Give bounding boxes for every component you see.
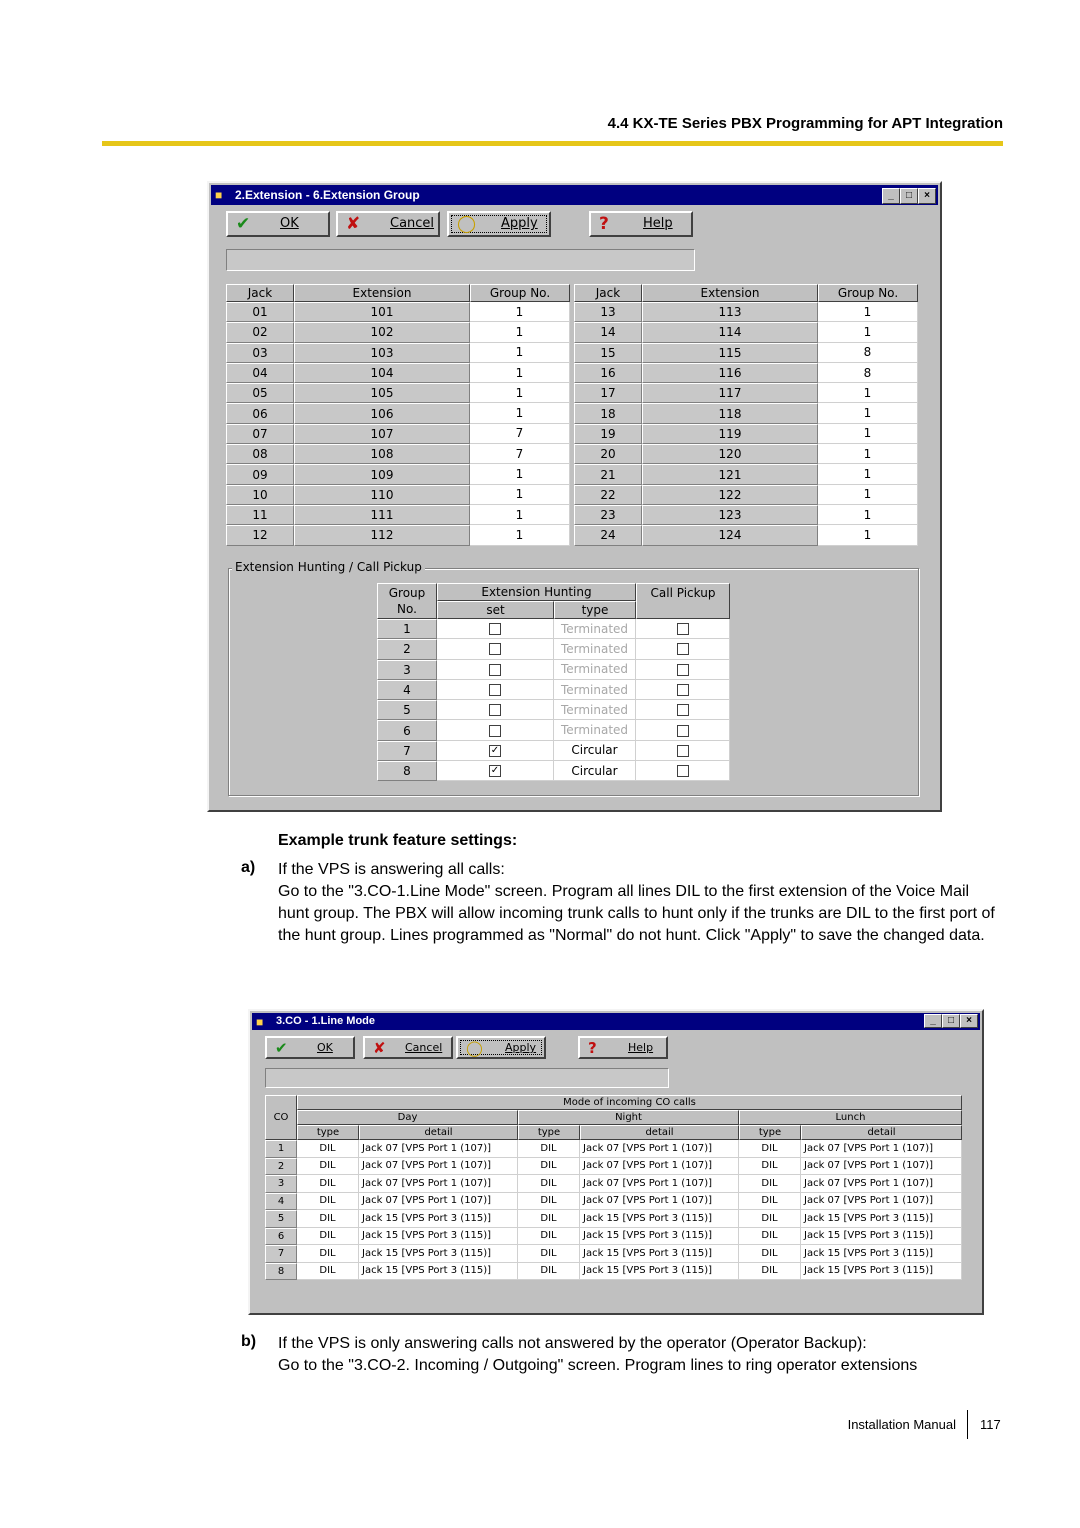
col-type: type [554,601,636,619]
extension-cell: 101 [294,302,470,322]
group-no-cell[interactable]: 1 [470,525,570,545]
table-row [574,505,918,525]
table-row [574,363,918,383]
extension-cell: 110 [294,485,470,505]
group-no-cell[interactable]: 1 [470,322,570,342]
extension-cell: 118 [642,403,818,423]
table-row [574,343,918,363]
co-row [265,1245,962,1263]
group-no-cell[interactable]: 1 [818,525,918,545]
type-cell[interactable]: DIL [739,1210,801,1228]
checkbox[interactable] [677,765,689,777]
cancel-button[interactable] [363,1036,453,1059]
type-cell[interactable]: DIL [739,1263,801,1281]
extension-cell: 106 [294,403,470,423]
type-cell[interactable]: Terminated [554,639,636,659]
checkbox[interactable] [489,704,501,716]
extension-group-window [207,181,942,812]
apply-circle-icon: ◯ [457,214,477,234]
help-label: Help [643,216,673,231]
ok-label: OK [280,216,299,231]
group-cell: 4 [377,680,437,700]
type-cell[interactable]: DIL [518,1193,580,1211]
app-icon: ■ [256,1015,264,1029]
col-extension: Extension [294,284,470,302]
detail-cell[interactable]: Jack 07 [VPS Port 1 (107)] [359,1158,518,1176]
detail-cell[interactable]: Jack 07 [VPS Port 1 (107)] [359,1175,518,1193]
detail-cell[interactable]: Jack 07 [VPS Port 1 (107)] [580,1158,739,1176]
extension-cell: 111 [294,505,470,525]
checkbox[interactable] [489,623,501,635]
detail-cell[interactable]: Jack 15 [VPS Port 3 (115)] [359,1228,518,1246]
maximize-button[interactable]: □ [942,1014,960,1028]
extension-cell: 107 [294,424,470,444]
status-field [265,1068,669,1088]
set-cell [437,761,554,781]
group-no-cell[interactable]: 1 [818,424,918,444]
hunting-row [377,700,730,720]
table-row [226,485,570,505]
jack-cell: 12 [226,525,294,545]
extension-cell: 115 [642,343,818,363]
call-pickup-cell [636,639,730,659]
col-type: type [518,1125,580,1140]
col-lunch: Lunch [739,1110,962,1125]
group-cell: 7 [377,741,437,761]
extension-cell: 119 [642,424,818,444]
item-b-marker: b) [241,1333,257,1350]
checkbox[interactable] [489,643,501,655]
extension-cell: 123 [642,505,818,525]
window-titlebar [211,185,938,205]
detail-cell[interactable]: Jack 07 [VPS Port 1 (107)] [359,1140,518,1158]
jack-cell: 07 [226,424,294,444]
window-titlebar [252,1013,980,1030]
group-no-cell[interactable]: 1 [470,505,570,525]
co-cell: 7 [265,1245,297,1263]
group-cell: 6 [377,720,437,740]
extension-cell: 103 [294,343,470,363]
detail-cell[interactable]: Jack 07 [VPS Port 1 (107)] [580,1193,739,1211]
help-label: Help [628,1041,654,1054]
item-b-paragraph: Go to the "3.CO-2. Incoming / Outgoing" screen. Program lines to ring operator extensions [278,1357,918,1374]
apply-button[interactable] [456,1036,546,1059]
table-row [226,505,570,525]
type-cell[interactable]: DIL [297,1263,359,1281]
type-cell[interactable]: Terminated [554,680,636,700]
group-cell: 1 [377,619,437,639]
group-no-cell[interactable]: 1 [470,464,570,484]
detail-cell[interactable]: Jack 15 [VPS Port 3 (115)] [580,1228,739,1246]
col-type: type [297,1125,359,1140]
jack-cell: 02 [226,322,294,342]
item-b-line: If the VPS is only answering calls not answered by the operator (Operator Backup): [278,1335,867,1352]
cancel-label: Cancel [390,216,435,231]
group-no-cell[interactable]: 1 [470,383,570,403]
group-cell: 8 [377,761,437,781]
call-pickup-cell [636,680,730,700]
extension-cell: 104 [294,363,470,383]
type-cell[interactable]: Terminated [554,660,636,680]
set-cell [437,700,554,720]
ok-button[interactable] [226,211,330,237]
checkmark-icon: ✔ [275,1039,288,1057]
set-cell [437,741,554,761]
extension-cell: 124 [642,525,818,545]
type-cell[interactable]: DIL [518,1263,580,1281]
type-cell[interactable]: DIL [518,1158,580,1176]
type-cell[interactable]: DIL [297,1193,359,1211]
jack-cell: 11 [226,505,294,525]
table-row [226,464,570,484]
checkbox[interactable] [677,623,689,635]
apply-label: Apply [501,216,538,231]
detail-cell[interactable]: Jack 15 [VPS Port 3 (115)] [801,1228,962,1246]
group-no-cell[interactable]: 8 [818,343,918,363]
type-cell[interactable]: Terminated [554,700,636,720]
status-field [226,249,695,271]
call-pickup-cell [636,741,730,761]
ok-button[interactable] [265,1036,355,1059]
close-button[interactable]: × [960,1014,978,1028]
extension-cell: 108 [294,444,470,464]
hunting-row [377,619,730,639]
apply-circle-icon: ◯ [466,1039,483,1057]
set-cell [437,720,554,740]
table-row [226,343,570,363]
table-row [226,525,570,545]
jack-cell: 22 [574,485,642,505]
type-cell[interactable]: DIL [518,1175,580,1193]
col-jack: Jack [574,284,642,302]
item-a-paragraph: Go to the "3.CO-1.Line Mode" screen. Program all lines DIL to the first extension of the Voice Mail hunt group. The PBX will allow incoming trunk calls to hunt only if the trunks are DIL to the first port of the hunt group. Lines programmed as "Normal" do not hunt. Click "Apply" to save the changed data. [278,883,995,944]
type-cell[interactable]: DIL [297,1210,359,1228]
hunting-row [377,720,730,740]
col-type: type [739,1125,801,1140]
jack-cell: 23 [574,505,642,525]
detail-cell[interactable]: Jack 15 [VPS Port 3 (115)] [580,1210,739,1228]
col-set: set [437,601,554,619]
group-no-cell[interactable]: 1 [470,403,570,423]
co-row [265,1175,962,1193]
cancel-label: Cancel [405,1041,443,1054]
detail-cell[interactable]: Jack 15 [VPS Port 3 (115)] [580,1245,739,1263]
minimize-button[interactable]: _ [882,188,900,204]
group-no-cell[interactable]: 1 [470,343,570,363]
group-no-cell[interactable]: 1 [818,383,918,403]
table-row [574,485,918,505]
jack-cell: 17 [574,383,642,403]
table-row [574,424,918,444]
window-title: 2.Extension - 6.Extension Group [235,188,420,202]
set-cell [437,680,554,700]
group-no-cell[interactable]: 1 [470,302,570,322]
type-cell[interactable]: DIL [739,1228,801,1246]
col-call-pickup: Call Pickup [636,583,730,619]
extension-cell: 122 [642,485,818,505]
hunting-row [377,741,730,761]
table-row [574,322,918,342]
line-mode-table [265,1095,962,1280]
header-rule [102,141,1003,146]
maximize-button[interactable]: □ [900,188,918,204]
detail-cell[interactable]: Jack 07 [VPS Port 1 (107)] [801,1175,962,1193]
footer-rule [967,1410,968,1439]
detail-cell[interactable]: Jack 15 [VPS Port 3 (115)] [801,1210,962,1228]
group-no-cell[interactable]: 1 [818,485,918,505]
call-pickup-cell [636,720,730,740]
call-pickup-cell [636,619,730,639]
col-detail: detail [359,1125,518,1140]
hunting-row [377,660,730,680]
section-header: 4.4 KX-TE Series PBX Programming for APT Integration [607,115,1003,132]
apply-label: Apply [505,1041,537,1054]
detail-cell[interactable]: Jack 07 [VPS Port 1 (107)] [580,1140,739,1158]
extension-cell: 120 [642,444,818,464]
line-mode-window [248,1009,984,1315]
type-cell[interactable]: DIL [739,1140,801,1158]
jack-cell: 01 [226,302,294,322]
group-no-cell[interactable]: 8 [818,363,918,383]
help-icon: ? [588,1039,597,1057]
type-cell[interactable]: Circular [554,741,636,761]
ok-label: OK [317,1041,333,1054]
jack-cell: 19 [574,424,642,444]
jack-cell: 13 [574,302,642,322]
set-cell [437,639,554,659]
detail-cell[interactable]: Jack 07 [VPS Port 1 (107)] [801,1158,962,1176]
table-row [226,444,570,464]
co-row [265,1228,962,1246]
checkbox[interactable] [677,664,689,676]
set-cell [437,660,554,680]
table-row [226,322,570,342]
jack-cell: 21 [574,464,642,484]
type-cell[interactable]: Circular [554,761,636,781]
checkbox[interactable] [489,684,501,696]
extension-cell: 102 [294,322,470,342]
group-no-cell[interactable]: 1 [818,444,918,464]
group-no-cell[interactable]: 7 [470,424,570,444]
col-mode: Mode of incoming CO calls [297,1095,962,1110]
help-button[interactable] [578,1036,668,1059]
group-cell: 3 [377,660,437,680]
group-header: Group [388,586,426,600]
detail-cell[interactable]: Jack 15 [VPS Port 3 (115)] [580,1263,739,1281]
group-no-cell[interactable]: 1 [818,403,918,423]
co-cell: 4 [265,1193,297,1211]
col-co: CO [265,1095,297,1140]
detail-cell[interactable]: Jack 07 [VPS Port 1 (107)] [801,1193,962,1211]
type-cell[interactable]: DIL [518,1140,580,1158]
detail-cell[interactable]: Jack 15 [VPS Port 3 (115)] [801,1245,962,1263]
extension-cell: 117 [642,383,818,403]
detail-cell[interactable]: Jack 15 [VPS Port 3 (115)] [359,1263,518,1281]
col-group-no: Group No. [470,284,570,302]
checkbox[interactable] [677,725,689,737]
section-heading: Example trunk feature settings: [278,832,518,849]
jack-cell: 05 [226,383,294,403]
type-cell[interactable]: DIL [297,1245,359,1263]
col-extension: Extension [642,284,818,302]
type-cell[interactable]: DIL [518,1245,580,1263]
table-row [574,444,918,464]
group-cell: 5 [377,700,437,720]
table-row [226,403,570,423]
checkbox[interactable] [677,684,689,696]
checkbox[interactable] [489,664,501,676]
hunting-row [377,680,730,700]
group-no-cell[interactable]: 7 [470,444,570,464]
table-row [574,464,918,484]
type-cell[interactable]: DIL [739,1158,801,1176]
jack-cell: 09 [226,464,294,484]
type-cell[interactable]: DIL [739,1245,801,1263]
detail-cell[interactable]: Jack 07 [VPS Port 1 (107)] [580,1175,739,1193]
type-cell[interactable]: DIL [739,1193,801,1211]
detail-cell[interactable]: Jack 07 [VPS Port 1 (107)] [359,1193,518,1211]
jack-cell: 14 [574,322,642,342]
col-night: Night [518,1110,739,1125]
apply-button[interactable] [447,211,551,237]
group-no-cell[interactable]: 1 [470,485,570,505]
type-cell[interactable]: DIL [518,1228,580,1246]
hunting-frame-label: Extension Hunting / Call Pickup [232,560,425,574]
hunting-table [377,583,730,781]
extension-table-left [226,284,570,546]
extension-cell: 113 [642,302,818,322]
jack-cell: 04 [226,363,294,383]
hunting-row [377,761,730,781]
table-row [574,525,918,545]
table-row [574,302,918,322]
jack-cell: 24 [574,525,642,545]
jack-cell: 20 [574,444,642,464]
detail-cell[interactable]: Jack 15 [VPS Port 3 (115)] [359,1210,518,1228]
type-cell[interactable]: DIL [739,1175,801,1193]
type-cell[interactable]: DIL [297,1228,359,1246]
co-row [265,1158,962,1176]
jack-cell: 08 [226,444,294,464]
type-cell[interactable]: DIL [297,1140,359,1158]
extension-cell: 116 [642,363,818,383]
co-cell: 2 [265,1158,297,1176]
co-row [265,1193,962,1211]
table-row [226,302,570,322]
table-row [574,383,918,403]
co-row [265,1140,962,1158]
group-no-cell[interactable]: 1 [818,505,918,525]
checkbox[interactable] [489,725,501,737]
detail-cell[interactable]: Jack 07 [VPS Port 1 (107)] [801,1140,962,1158]
checkbox[interactable] [677,745,689,757]
item-a-marker: a) [241,859,256,876]
type-cell[interactable]: Terminated [554,720,636,740]
checkbox[interactable] [677,643,689,655]
type-cell[interactable]: DIL [297,1175,359,1193]
extension-table-right [574,284,918,546]
table-row [226,363,570,383]
co-cell: 5 [265,1210,297,1228]
call-pickup-cell [636,761,730,781]
minimize-button[interactable]: _ [924,1014,942,1028]
group-no-cell[interactable]: 1 [470,363,570,383]
cancel-button[interactable] [336,211,440,237]
co-cell: 1 [265,1140,297,1158]
co-row [265,1263,962,1281]
window-title: 3.CO - 1.Line Mode [276,1015,376,1027]
item-a-line: If the VPS is answering all calls: [278,861,505,878]
jack-cell: 16 [574,363,642,383]
app-icon: ■ [215,188,223,202]
detail-cell[interactable]: Jack 15 [VPS Port 3 (115)] [801,1263,962,1281]
cancel-x-icon: ✘ [373,1039,386,1057]
table-row [226,424,570,444]
extension-cell: 105 [294,383,470,403]
checkbox[interactable] [677,704,689,716]
col-day: Day [297,1110,518,1125]
group-no-cell[interactable]: 1 [818,464,918,484]
checked-checkbox[interactable]: ✓ [490,765,500,777]
table-row [226,383,570,403]
extension-cell: 121 [642,464,818,484]
hunting-row [377,639,730,659]
extension-cell: 112 [294,525,470,545]
type-cell[interactable]: DIL [518,1210,580,1228]
col-detail: detail [801,1125,962,1140]
table-row [574,403,918,423]
type-cell[interactable]: DIL [297,1158,359,1176]
col-extension-hunting: Extension Hunting [437,583,636,601]
jack-cell: 15 [574,343,642,363]
cancel-x-icon: ✘ [346,214,361,234]
co-cell: 3 [265,1175,297,1193]
jack-cell: 06 [226,403,294,423]
group-no-cell[interactable]: 1 [818,322,918,342]
help-button[interactable] [589,211,693,237]
co-cell: 6 [265,1228,297,1246]
jack-cell: 03 [226,343,294,363]
co-cell: 8 [265,1263,297,1281]
footer-label: Installation Manual [847,1417,956,1432]
group-no-cell[interactable]: 1 [818,302,918,322]
checkmark-icon: ✔ [236,214,251,234]
call-pickup-cell [636,700,730,720]
no-header: No. [397,602,417,616]
help-icon: ? [599,214,609,234]
extension-cell: 114 [642,322,818,342]
set-cell [437,619,554,639]
call-pickup-cell [636,660,730,680]
col-group [377,583,437,619]
jack-cell: 18 [574,403,642,423]
col-group-no: Group No. [818,284,918,302]
close-button[interactable]: × [918,188,936,204]
col-jack: Jack [226,284,294,302]
page-number: 117 [980,1417,1001,1432]
type-cell[interactable]: Terminated [554,619,636,639]
detail-cell[interactable]: Jack 15 [VPS Port 3 (115)] [359,1245,518,1263]
col-detail: detail [580,1125,739,1140]
group-cell: 2 [377,639,437,659]
co-row [265,1210,962,1228]
checked-checkbox[interactable]: ✓ [490,744,500,756]
extension-cell: 109 [294,464,470,484]
jack-cell: 10 [226,485,294,505]
